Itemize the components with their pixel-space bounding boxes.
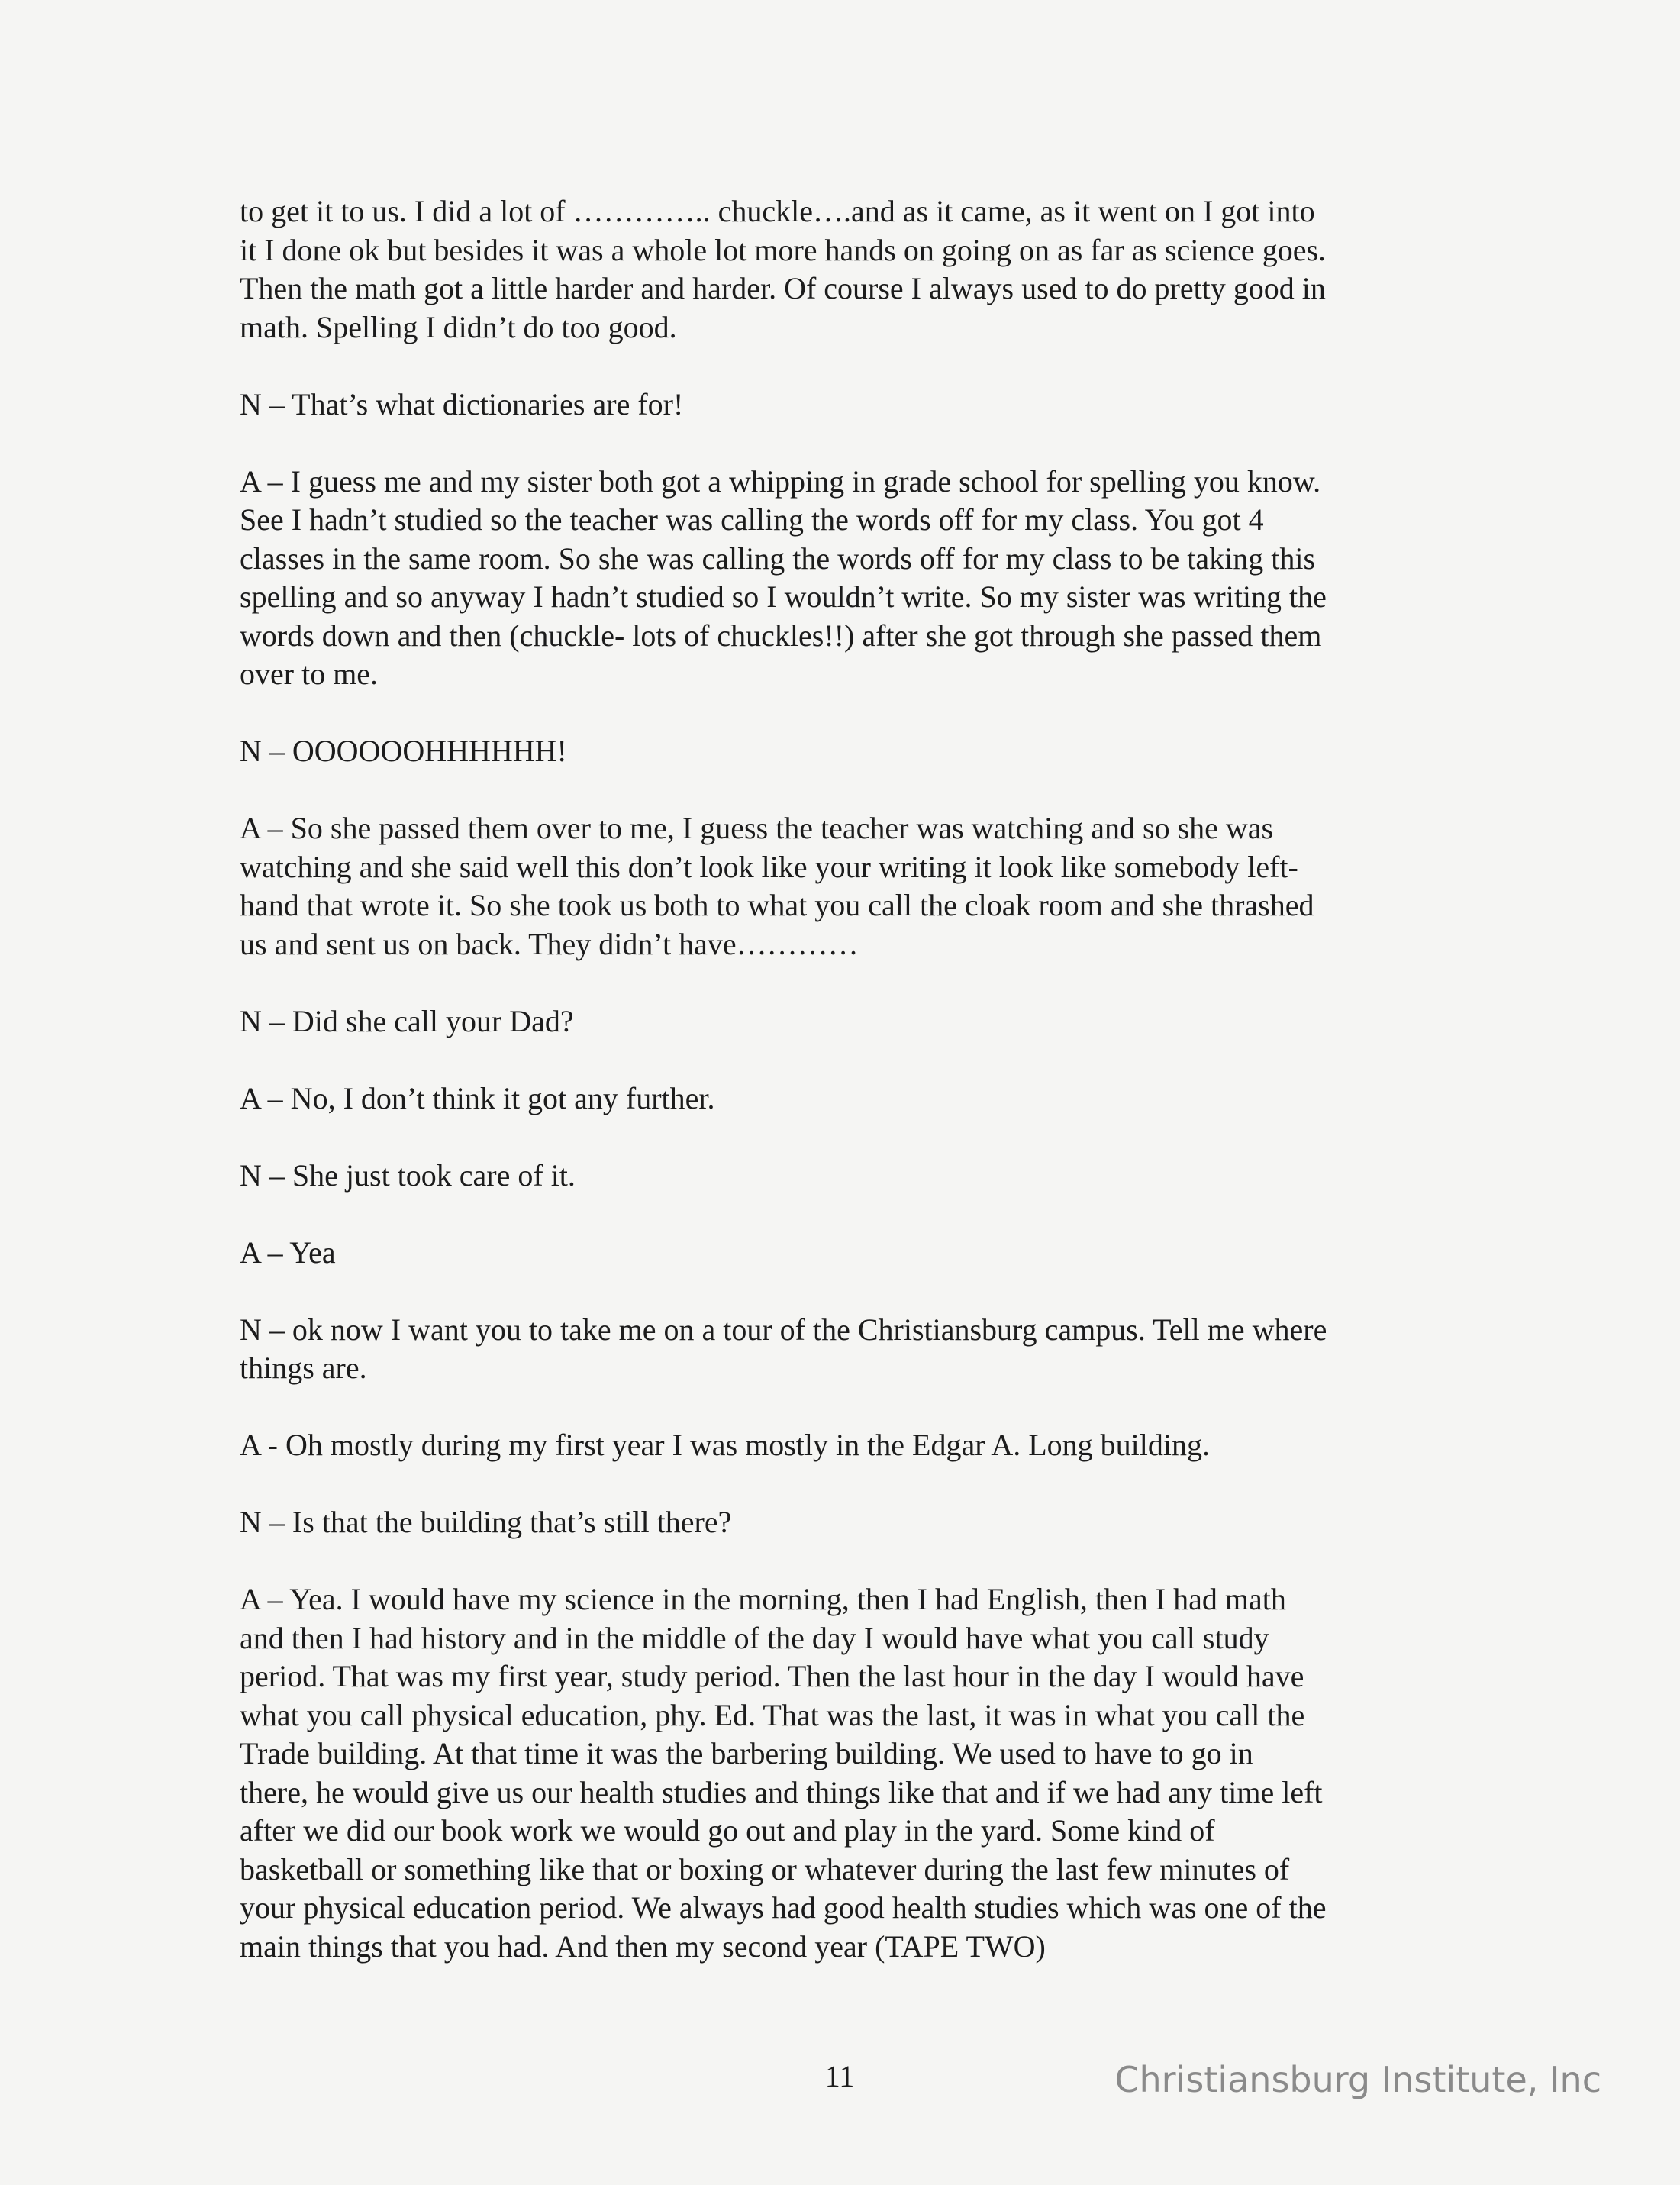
- transcript-paragraph: [240, 1157, 1446, 1196]
- transcript-line: period. That was my first year, study period. Then the last hour in the day I would have: [240, 1659, 1304, 1693]
- transcript-line: Then the math got a little harder and harder. Of course I always used to do pretty good in: [240, 271, 1326, 305]
- transcript-line: A - Oh mostly during my first year I was mostly in the Edgar A. Long building.: [240, 1428, 1210, 1462]
- transcript-paragraph: [240, 1080, 1446, 1118]
- transcript-paragraph: [240, 809, 1446, 963]
- transcript-line: N – OOOOOOHHHHHH!: [240, 734, 567, 768]
- transcript-line: N – ok now I want you to take me on a tour of the Christiansburg campus. Tell me where: [240, 1312, 1327, 1347]
- transcript-paragraph: [240, 192, 1446, 347]
- transcript-line: it I done ok but besides it was a whole lot more hands on going on as far as science goes.: [240, 232, 1327, 267]
- transcript-line: and then I had history and in the middle of the day I would have what you call study: [240, 1620, 1269, 1655]
- transcript-body: [240, 192, 1446, 2005]
- transcript-line: classes in the same room. So she was calling the words off for my class to be taking this: [240, 541, 1316, 576]
- transcript-paragraph: [240, 1503, 1446, 1542]
- transcript-paragraph: [240, 1311, 1446, 1388]
- transcript-line: N – Did she call your Dad?: [240, 1003, 574, 1038]
- transcript-paragraph: [240, 1234, 1446, 1273]
- transcript-line: what you call physical education, phy. Ed. That was the last, it was in what you call the: [240, 1697, 1305, 1732]
- transcript-line: us and sent us on back. They didn’t have…………: [240, 926, 859, 961]
- transcript-line: your physical education period. We always had good health studies which was one of the: [240, 1890, 1327, 1925]
- page-number: 11: [824, 2059, 855, 2093]
- transcript-line: to get it to us. I did a lot of ………….. chuckle….and as it came, as it went on I got into: [240, 194, 1315, 228]
- transcript-paragraph: [240, 386, 1446, 424]
- transcript-line: hand that wrote it. So she took us both to what you call the cloak room and she thrashed: [240, 888, 1314, 922]
- transcript-line: N – She just took care of it.: [240, 1157, 576, 1193]
- transcript-line: after we did our book work we would go out and play in the yard. Some kind of: [240, 1813, 1215, 1848]
- transcript-line: See I hadn’t studied so the teacher was calling the words off for my class. You got 4: [240, 502, 1264, 537]
- transcript-line: N – Is that the building that’s still there?: [240, 1505, 732, 1539]
- transcript-line: A – I guess me and my sister both got a whipping in grade school for spelling you know.: [240, 463, 1321, 499]
- transcript-line: there, he would give us our health studies and things like that and if we had any time left: [240, 1774, 1323, 1809]
- transcript-paragraph: [240, 1002, 1446, 1041]
- watermark: Christiansburg Institute, Inc: [1114, 2059, 1601, 2100]
- transcript-line: watching and she said well this don’t look like your writing it look like somebody left-: [240, 849, 1298, 884]
- transcript-line: A – So she passed them over to me, I guess the teacher was watching and so she was: [240, 811, 1274, 845]
- transcript-paragraph: [240, 1580, 1446, 1966]
- transcript-paragraph: [240, 1426, 1446, 1465]
- transcript-line: basketball or something like that or boxing or whatever during the last few minutes of: [240, 1851, 1290, 1886]
- transcript-paragraph: [240, 463, 1446, 694]
- transcript-line: A – Yea. I would have my science in the morning, then I had English, then I had math: [240, 1582, 1286, 1616]
- transcript-line: Trade building. At that time it was the barbering building. We used to have to go in: [240, 1736, 1253, 1770]
- transcript-line: math. Spelling I didn’t do too good.: [240, 309, 677, 344]
- transcript-line: A – No, I don’t think it got any further.: [240, 1080, 715, 1115]
- transcript-line: spelling and so anyway I hadn’t studied so I wouldn’t write. So my sister was writing the: [240, 579, 1327, 614]
- transcript-line: words down and then (chuckle- lots of chuckles!!) after she got through she passed them: [240, 618, 1322, 653]
- transcript-line: N – That’s what dictionaries are for!: [240, 386, 684, 421]
- transcript-line: main things that you had. And then my second year (TAPE TWO): [240, 1928, 1046, 1964]
- transcript-paragraph: [240, 732, 1446, 771]
- transcript-line: over to me.: [240, 657, 379, 691]
- transcript-line: things are.: [240, 1351, 367, 1385]
- transcript-line: A – Yea: [240, 1235, 336, 1270]
